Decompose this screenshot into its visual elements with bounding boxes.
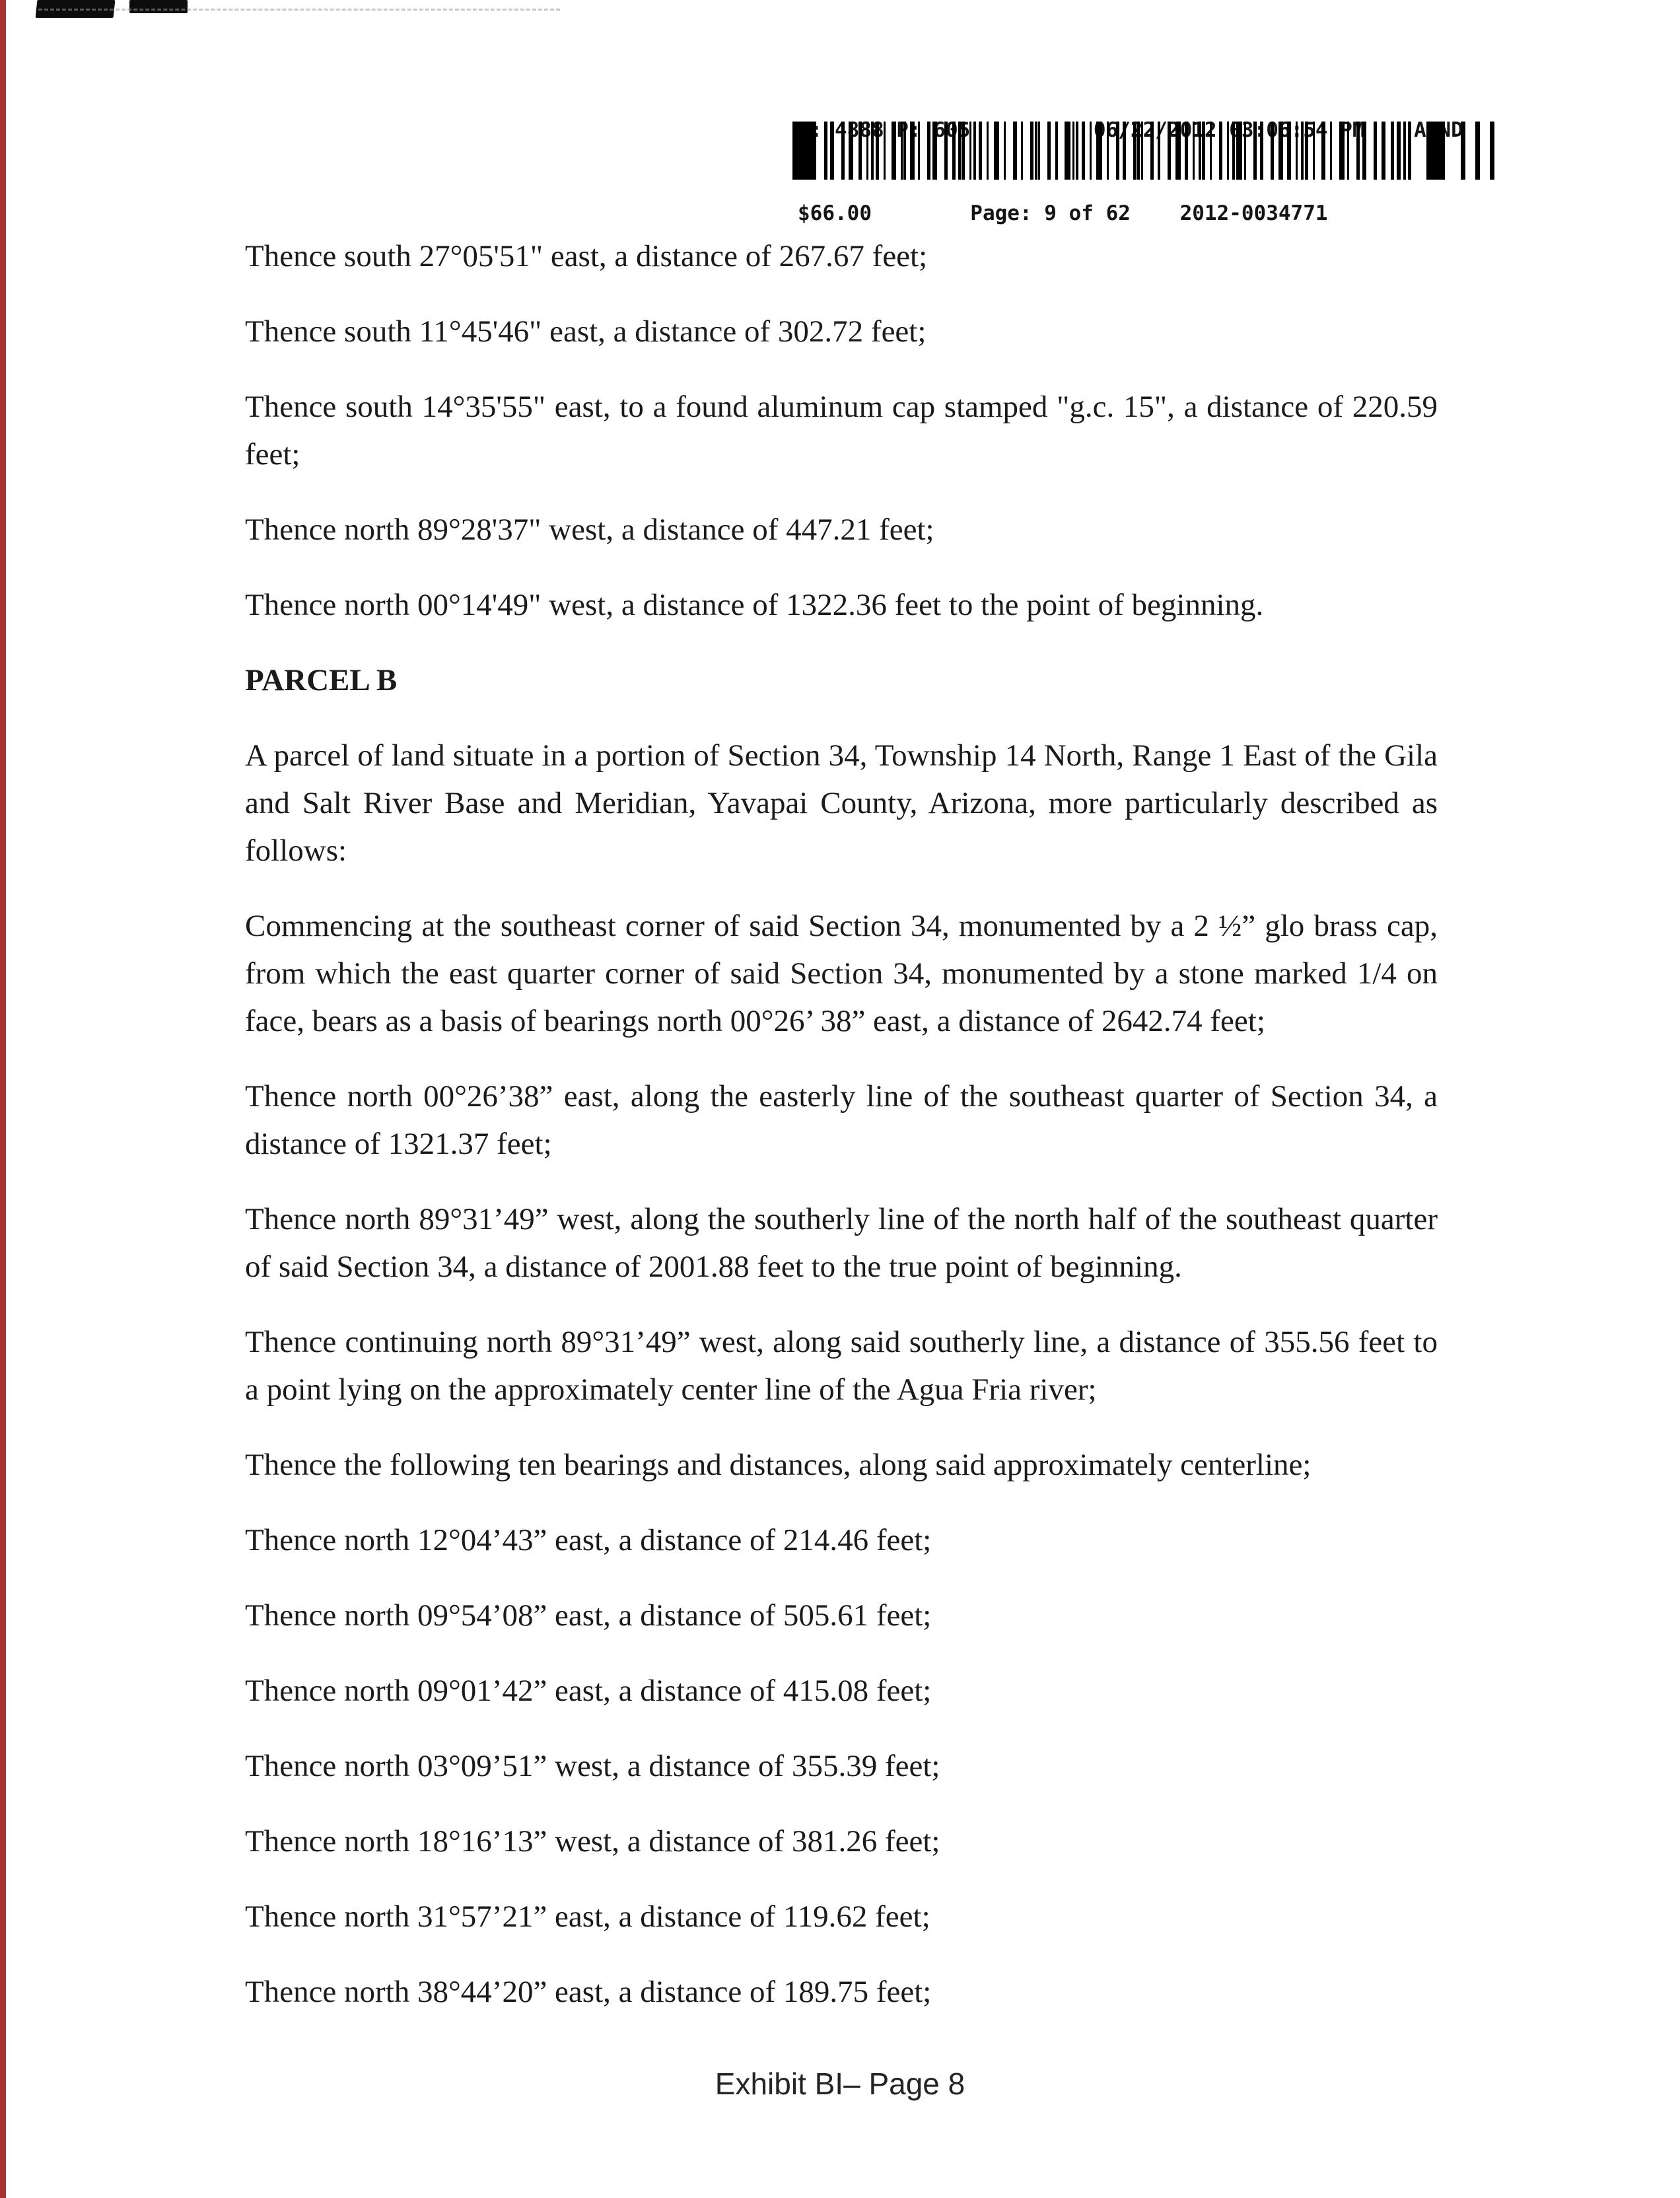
paragraph: Thence north 89°31’49” west, along the southerly line of the north half of the southeast quarter of said Section 34, a distance of 2001.88 feet to the true point of beginning. xyxy=(245,1202,1438,1284)
paragraph: Thence south 27°05'51" east, a distance of 267.67 feet; xyxy=(245,239,928,273)
paragraph: Thence continuing north 89°31’49” west, along said southerly line, a distance of 355.56 feet to a point lying on the approximately center line of the Agua Fria river; xyxy=(245,1325,1438,1407)
paragraph: Thence north 09°01’42” east, a distance of 415.08 feet; xyxy=(245,1674,932,1708)
paragraph: Thence north 00°14'49" west, a distance of 1322.36 feet to the point of beginning. xyxy=(245,588,1264,622)
paragraph: Thence north 18°16’13” west, a distance of 381.26 feet; xyxy=(245,1824,940,1859)
paragraph: Thence the following ten bearings and distances, along said approximately centerline; xyxy=(245,1448,1312,1482)
barcode-bars xyxy=(824,122,1412,180)
barcode-tail-bar xyxy=(1475,122,1480,180)
barcode-tail-bar xyxy=(1461,122,1465,180)
scan-artifact-mark xyxy=(129,0,188,13)
recorder-stamp-line2: $66.00 Page: 9 of 62 2012-0034771 xyxy=(798,201,1328,225)
paragraph: Commencing at the southeast corner of said Section 34, monumented by a 2 ½” glo brass cap, from which the east quarter corner of said Section 34, monumented by a stone marked 1/4 on face, bears as a basis of bearings north 00°26’ 38” east, a distance of 2642.74 feet; xyxy=(245,909,1438,1038)
paragraph: Thence north 31°57’21” east, a distance of 119.62 feet; xyxy=(245,1899,930,1934)
barcode-tail-bar xyxy=(1490,122,1494,180)
page-footer: Exhibit BI– Page 8 xyxy=(715,2067,965,2101)
paragraph: Thence north 89°28'37" west, a distance of 447.21 feet; xyxy=(245,513,934,547)
section-heading: PARCEL B xyxy=(245,663,398,697)
paragraph: A parcel of land situate in a portion of Section 34, Township 14 North, Range 1 East of the Gila and Salt River Base and Meridian, Yavapai County, Arizona, more particularly described as follows: xyxy=(245,738,1438,868)
paragraph: Thence south 14°35'55" east, to a found aluminum cap stamped "g.c. 15", a distance of 220.59 feet; xyxy=(245,390,1438,472)
paragraph: Thence north 03°09’51” west, a distance of 355.39 feet; xyxy=(245,1749,940,1783)
barcode-start-block xyxy=(792,122,816,180)
paragraph: Thence north 38°44’20” east, a distance of 189.75 feet; xyxy=(245,1975,932,2009)
paragraph: Thence north 00°26’38” east, along the easterly line of the southeast quarter of Section 34, a distance of 1321.37 feet; xyxy=(245,1079,1438,1161)
paragraph: Thence north 12°04’43” east, a distance of 214.46 feet; xyxy=(245,1523,932,1557)
scan-artifact-dashed-line xyxy=(38,9,560,11)
recorder-barcode xyxy=(792,122,1518,180)
paragraph-list xyxy=(245,232,1438,2043)
paragraph: Thence south 11°45'46" east, a distance of 302.72 feet; xyxy=(245,314,927,349)
barcode-end-block xyxy=(1426,122,1445,180)
paragraph: Thence north 09°54’08” east, a distance of 505.61 feet; xyxy=(245,1598,932,1633)
left-edge-red-line xyxy=(0,0,6,2198)
